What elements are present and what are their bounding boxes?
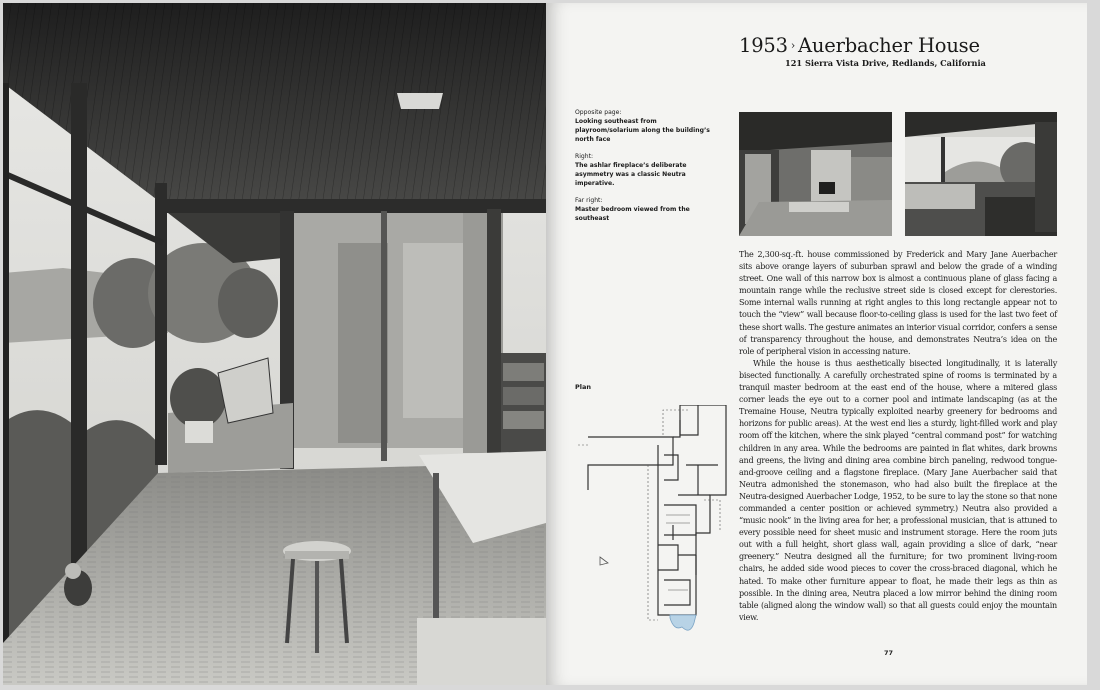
fireplace-photo: [739, 112, 892, 236]
caption-label: Right:: [575, 153, 594, 160]
body-paragraph: The 2,300-sq.-ft. house commissioned by Frederick and Mary Jane Auerbacher sits above orange layers of suburban sprawl and below the grade of a winding street. One wall of this narrow box is almost a continuous plane of glass facing a mountain range while the reclusive street side is closed except for clerestories. Some internal walls running at right angles to this long rectangle appear not to touch the “view” wall because floor-to-ceiling glass is used for the last two feet of these short walls. The gesture animates an interior visual corridor, confers a sense of transparency throughout the house, and demonstrates Neutra’s idea on the role of peripheral vision in accessing nature.: [739, 250, 1057, 356]
body-paragraph: While the house is thus aesthetically bisected longitudinally, it is laterally bisected functionally. A carefully orchestrated spine of rooms is terminated by a tranquil master bedroom at the east end of the house, where a mitered glass corner leads the eye out to a corner pool and intimate landscaping (as at the Tremaine House, Neutra typically exploited nearby greenery for bedrooms and horizons for public areas). At the west end lies a sturdy, light-filled work and play room off the kitchen, where the sink played “central command post” for watching children in any area. While the bedrooms are painted in flat whites, dark browns and greens, the living and dining area combine birch paneling, redwood tongue-and-groove ceiling and a flagstone fireplace. (Mary Jane Auerbacher said that Neutra admonished the stonemason, who had also built the fireplace at the Neutra-designed Auerbacher Lodge, 1952, to be sure to lay the stone so that none commanded a center position or achieved symmetry.) Neutra also provided a “music nook” in the living area for her, a professional musician, that is attuned to every possible need for sheet music and instrument storage. Here the room juts out with a full height, short glass wall, again providing a slice of dark, “near greenery.” Neutra designed all the furniture; for two prominent living-room chairs, he added side wood pieces to cover the cross-braced diagonal, which he hated. To make other furniture appear to float, he made their legs as thin as possible. In the dining area, Neutra placed a low mirror behind the dining room table (aligned along the window wall) so that all guests could enjoy the mountain view.: [739, 358, 1057, 622]
plan-label: Plan: [575, 383, 592, 391]
title-year: 1953: [739, 34, 788, 57]
page-title: [739, 34, 980, 57]
fireplace-photo-illustration: [739, 112, 892, 236]
caption-text: The ashlar fireplace’s deliberate asymmetry was a classic Neutra imperative.: [575, 162, 687, 187]
main-photograph: [3, 3, 546, 685]
caption-text: Looking southeast from playroom/solarium along the building’s north face: [575, 118, 710, 143]
master-bedroom-photo-illustration: [905, 112, 1057, 236]
interior-photo-illustration: [3, 3, 546, 685]
caption-label: Far right:: [575, 197, 603, 204]
title-separator: ›: [790, 39, 796, 52]
caption-opposite: [575, 108, 715, 144]
page-number: 77: [884, 649, 894, 657]
house-address: 121 Sierra Vista Drive, Redlands, California: [785, 58, 986, 68]
caption-label: Opposite page:: [575, 109, 622, 116]
caption-text: Master bedroom viewed from the southeast: [575, 206, 690, 222]
caption-right: [575, 152, 715, 188]
title-name: Auerbacher House: [798, 34, 980, 57]
floor-plan-drawing: [578, 405, 728, 640]
caption-column: [575, 108, 715, 231]
caption-far-right: [575, 196, 715, 223]
master-bedroom-photo: [905, 112, 1057, 236]
text-page: [546, 3, 1087, 685]
article-body: [739, 249, 1057, 624]
